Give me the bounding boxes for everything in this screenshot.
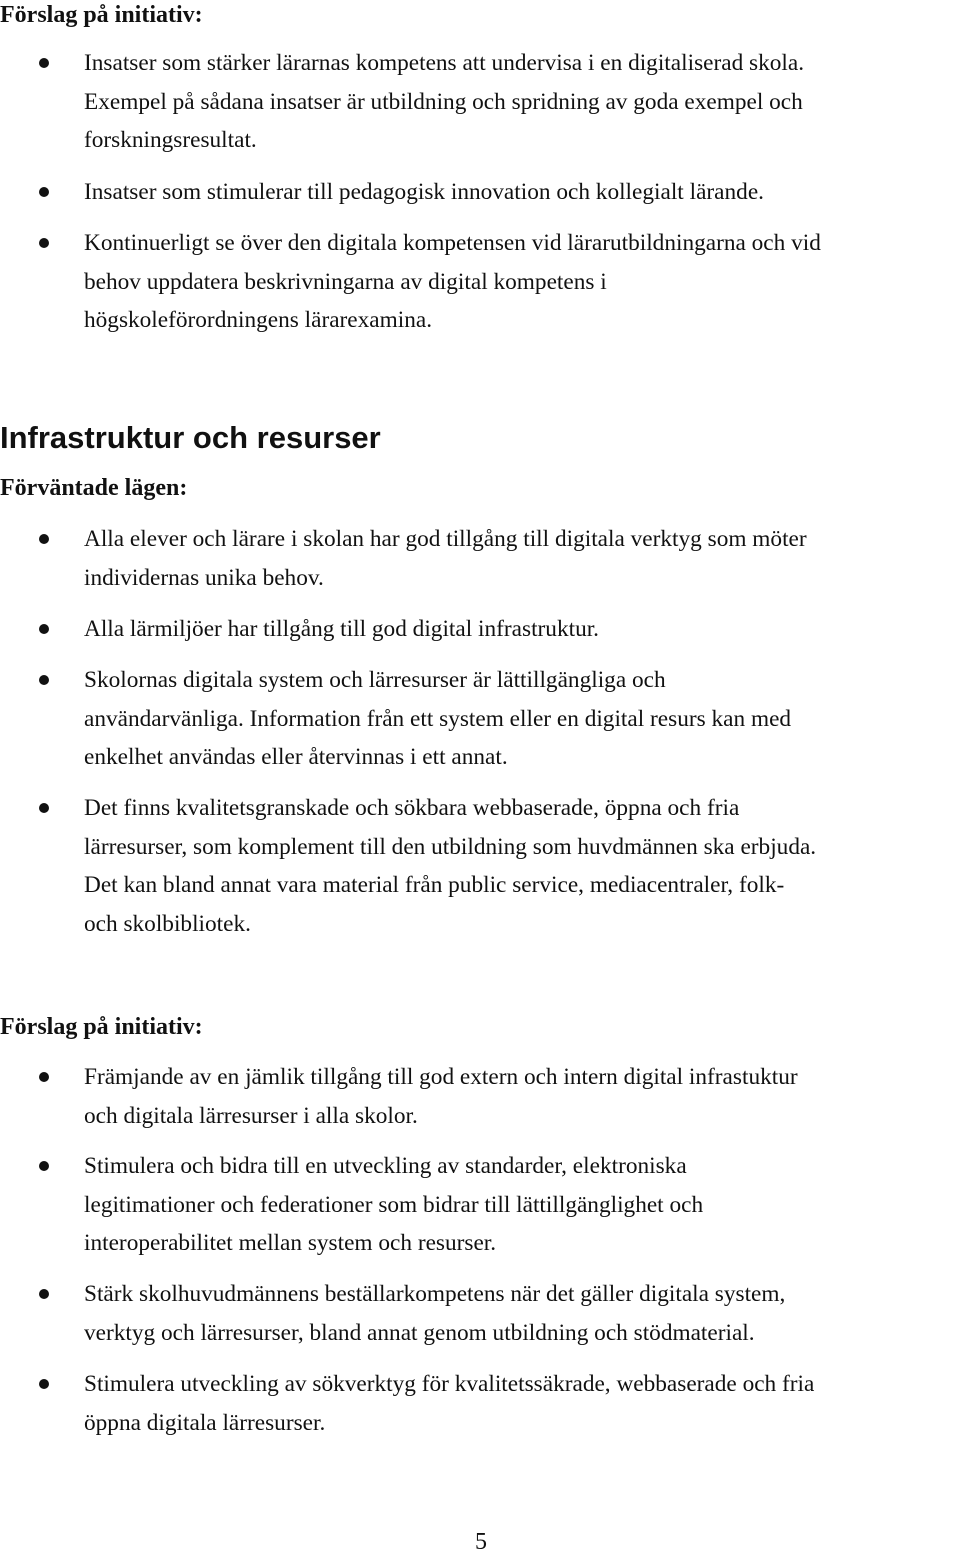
list-item-text: Det finns kvalitetsgranskade och sökbara webbaserade, öppna och fria lärresurser, som komplement till den utbildning som huvdmännen ska erbjuda. Det kan bland annat vara material från public service, mediacentraler, folk- och skolbibliotek. <box>84 795 817 937</box>
bullet-icon <box>39 187 49 197</box>
bullet-icon <box>39 534 49 544</box>
list-item-text: Alla lärmiljöer har tillgång till god digital infrastruktur. <box>84 616 600 642</box>
bullet-icon <box>39 1379 49 1389</box>
page-number: 5 <box>475 1529 487 1555</box>
bullet-icon <box>39 1289 49 1299</box>
bullet-icon <box>39 1161 49 1171</box>
section-title: Infrastruktur och resurser <box>0 420 381 455</box>
list-item-text: Stimulera och bidra till en utveckling av standarder, elektroniska legitimationer och federationer som bidrar till lättillgänglighet och interoperabilitet mellan system och resurser. <box>84 1153 704 1256</box>
list-item-text: Stimulera utveckling av sökverktyg för kvalitetssäkrade, webbaserade och fria öppna digitala lärresurser. <box>84 1371 815 1436</box>
bullet-icon <box>39 1072 49 1082</box>
bullet-icon <box>39 675 49 685</box>
section-heading-initiatives-1: Förslag på initiativ: <box>0 2 203 28</box>
list-item-text: Insatser som stimulerar till pedagogisk innovation och kollegialt lärande. <box>84 179 764 205</box>
section-heading-initiatives-2: Förslag på initiativ: <box>0 1014 203 1040</box>
list-item-text: Insatser som stärker lärarnas kompetens att undervisa i en digitaliserad skola. Exempel på sådana insatser är utbildning och spridning av goda exempel och forskningsresultat. <box>84 50 805 153</box>
list-item-text: Alla elever och lärare i skolan har god tillgång till digitala verktyg som möter individernas unika behov. <box>84 526 807 591</box>
section-heading-expected-states: Förväntade lägen: <box>0 475 188 501</box>
bullet-icon <box>39 624 49 634</box>
list-item-text: Kontinuerligt se över den digitala kompetensen vid lärarutbildningarna och vid behov uppdatera beskrivningarna av digital kompetens i högskoleförordningens lärarexamina. <box>84 230 821 333</box>
bullet-icon <box>39 58 49 68</box>
bullet-icon <box>39 238 49 248</box>
list-item-text: Främjande av en jämlik tillgång till god extern och intern digital infrastuktur och digitala lärresurser i alla skolor. <box>84 1064 798 1129</box>
bullet-icon <box>39 803 49 813</box>
list-item-text: Skolornas digitala system och lärresurser är lättillgängliga och användarvänliga. Information från ett system eller en digital resurs kan med enkelhet användas eller återvinnas i ett annat. <box>84 667 792 770</box>
list-item-text: Stärk skolhuvudmännens beställarkompetens när det gäller digitala system, verktyg och lärresurser, bland annat genom utbildning och stödmaterial. <box>84 1281 786 1346</box>
